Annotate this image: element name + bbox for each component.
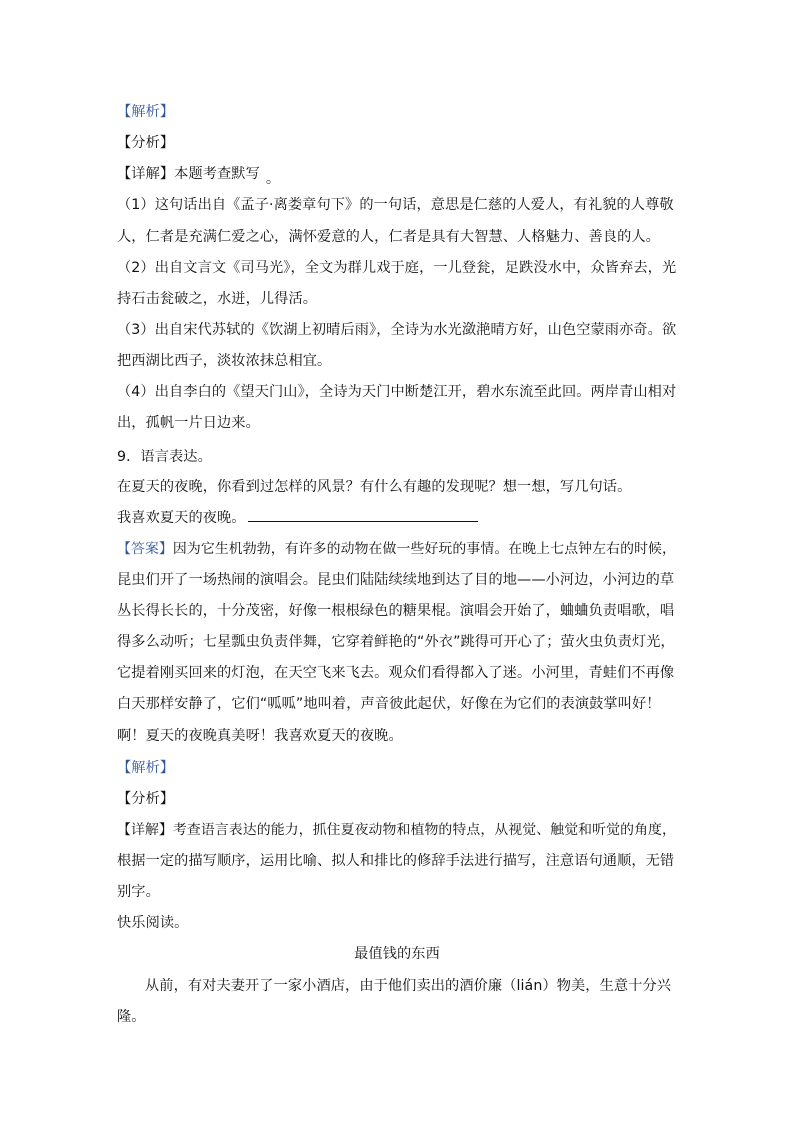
xiangjie-line bbox=[117, 164, 281, 187]
reading-heading: 快乐阅读。 bbox=[117, 915, 189, 931]
answer-line: 啊！夏天的夜晚真美呀！我喜欢夏天的夜晚。 bbox=[117, 728, 403, 744]
jiexi-tag: 【解析】 bbox=[117, 104, 175, 120]
explanation-line: 人，仁者是充满仁爱之心，满怀爱意的人，仁者是具有大智慧、人格魅力、善良的人。 bbox=[117, 229, 660, 245]
explanation-line: 根据一定的描写顺序，运用比喻、拟人和排比的修辞手法进行描写，注意语句通顺，无错 bbox=[117, 853, 675, 869]
xiangjie-tag: 【详解】 bbox=[117, 166, 175, 182]
xiangjie-dot: 。 bbox=[265, 171, 281, 187]
explanation-line: 把西湖比西子，淡妆浓抹总相宜。 bbox=[117, 353, 332, 369]
answer-line: 得多么动听；七星瓢虫负责伴舞，它穿着鲜艳的“外衣”跳得可开心了；萤火虫负责灯光， bbox=[117, 634, 675, 650]
reading-paragraph: 从前，有对夫妻开了一家小酒店，由于他们卖出的酒价廉（lián）物美，生意十分兴 bbox=[145, 978, 672, 994]
explanation-line: （1）这句话出自《孟子·离娄章句下》的一句话，意思是仁慈的人爱人，有礼貌的人尊敬 bbox=[117, 197, 674, 213]
xiangjie-text: 本题考查默写 bbox=[174, 166, 260, 182]
reading-paragraph: 隆。 bbox=[117, 1009, 146, 1025]
jiexi-tag: 【解析】 bbox=[117, 760, 175, 776]
answer-line: 白天那样安静了，它们“呱呱”地叫着，声音彼此起伏，好像在为它们的表演鼓掌叫好！ bbox=[117, 696, 661, 712]
explanation-line: 出，孤帆一片日边来。 bbox=[117, 415, 260, 431]
reading-title: 最值钱的东西 bbox=[354, 946, 440, 962]
fill-line bbox=[117, 508, 478, 528]
explanation-line: （2）出自文言文《司马光》，全文为群儿戏于庭，一儿登瓮，足跌没水中，众皆弃去，光 bbox=[117, 260, 677, 276]
question-title: 9．语言表达。 bbox=[117, 449, 212, 465]
answer-tag: 【答案】 bbox=[117, 541, 173, 557]
fenxi-tag: 【分析】 bbox=[117, 135, 175, 151]
answer-line: 昆虫们开了一场热闹的演唱会。昆虫们陆陆续续地到达了目的地——小河边，小河边的草 bbox=[117, 572, 675, 588]
xiangjie-text: 考查语言表达的能力，抓住夏夜动物和植物的特点，从视觉、触觉和听觉的角度， bbox=[172, 822, 677, 838]
answer-line: 它提着刚买回来的灯泡，在天空飞来飞去。观众们看得都入了迷。小河里，青蛙们不再像 bbox=[117, 665, 675, 681]
answer-text: 因为它生机勃勃，有许多的动物在做一些好玩的事情。在晚上七点钟左右的时候， bbox=[172, 541, 677, 557]
question-prompt: 在夏天的夜晚，你看到过怎样的风景？有什么有趣的发现呢？想一想，写几句话。 bbox=[117, 479, 632, 495]
explanation-line: 别字。 bbox=[117, 884, 160, 900]
answer-line: 丛长得长长的，十分茂密，好像一根根绿色的糖果棍。演唱会开始了，蛐蛐负责唱歌，唱 bbox=[117, 603, 675, 619]
xiangjie-tag: 【详解】 bbox=[117, 822, 173, 838]
fill-text: 我喜欢夏天的夜晚。 bbox=[117, 510, 246, 526]
explanation-line: （4）出自李白的《望天门山》，全诗为天门中断楚江开，碧水东流至此回。两岸青山相对 bbox=[117, 384, 677, 400]
xiangjie-line bbox=[117, 820, 676, 840]
answer-line bbox=[117, 539, 676, 559]
explanation-line: 持石击瓮破之，水迸，儿得活。 bbox=[117, 291, 318, 307]
explanation-line: （3）出自宋代苏轼的《饮湖上初晴后雨》，全诗为水光潋滟晴方好，山色空蒙雨亦奇。欲 bbox=[117, 322, 677, 338]
answer-blank bbox=[248, 509, 478, 522]
fenxi-tag: 【分析】 bbox=[117, 791, 175, 807]
